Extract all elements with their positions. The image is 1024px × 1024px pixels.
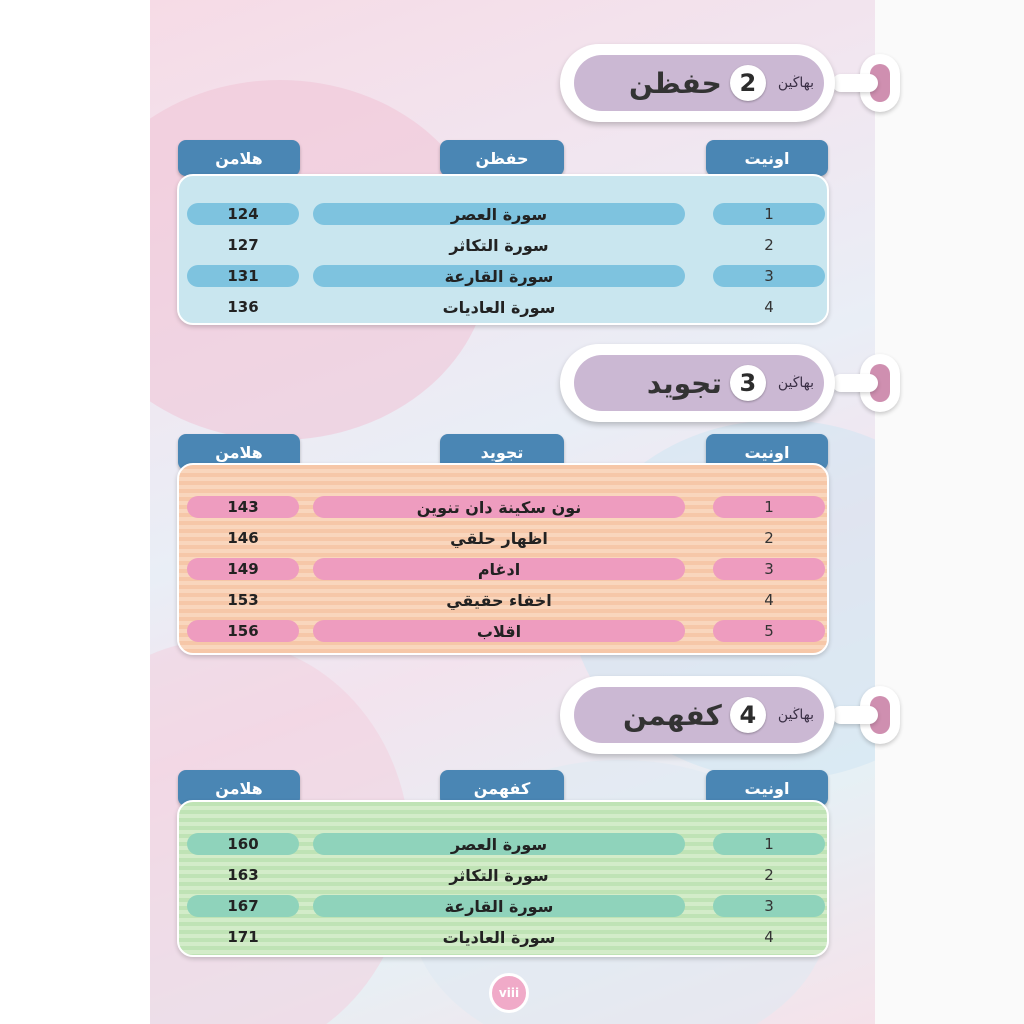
column-header-page: هلامن (178, 770, 300, 806)
topic-cell: سورة العصر (450, 204, 548, 224)
table-row (179, 926, 831, 948)
unit-cell: 1 (764, 498, 774, 516)
topic-cell: سورة القارعة (444, 896, 554, 916)
page-cell: 143 (227, 498, 259, 516)
page-cell: 131 (227, 267, 259, 285)
table-hifzan (177, 174, 829, 325)
page-cell: 136 (227, 298, 259, 316)
section-prefix: بهاڬين (777, 75, 814, 91)
table-row (179, 833, 831, 855)
column-header-topic: كفهمن (440, 770, 564, 806)
topic-cell: ادغام (477, 559, 521, 579)
unit-cell: 2 (764, 236, 774, 254)
page-cell: 156 (227, 622, 259, 640)
page-cell: 160 (227, 835, 259, 853)
table-row (179, 558, 831, 580)
unit-cell: 2 (764, 529, 774, 547)
column-header-topic: تجويد (440, 434, 564, 470)
topic-cell: سورة العاديات (442, 927, 556, 947)
section-header-tajwid (560, 344, 878, 422)
column-header-topic: حفظن (440, 140, 564, 176)
table-row (179, 296, 831, 318)
topic-cell: سورة القارعة (444, 266, 554, 286)
column-header-unit: اونيت (706, 770, 828, 806)
topic-cell: سورة العصر (450, 834, 548, 854)
topic-cell: اقلاب (476, 621, 522, 641)
topic-cell: سورة التكاثر (449, 865, 549, 885)
page-cell: 149 (227, 560, 259, 578)
section-prefix: بهاڬين (777, 707, 814, 723)
page-cell: 124 (227, 205, 259, 223)
table-row (179, 496, 831, 518)
section-pill-inner (574, 687, 824, 743)
section-number: 3 (730, 365, 766, 401)
table-row (179, 203, 831, 225)
table-row (179, 895, 831, 917)
column-header-page: هلامن (178, 140, 300, 176)
unit-cell: 3 (764, 560, 774, 578)
decor-connector (832, 74, 878, 92)
table-row (179, 265, 831, 287)
table-row (179, 234, 831, 256)
column-header-unit: اونيت (706, 434, 828, 470)
table-row (179, 527, 831, 549)
page-number: viii (489, 973, 529, 1013)
section-pill-inner (574, 55, 824, 111)
section-title: حفظن (629, 66, 722, 100)
table-tajwid (177, 463, 829, 655)
section-pill-inner (574, 355, 824, 411)
unit-cell: 3 (764, 267, 774, 285)
decor-connector (832, 374, 878, 392)
section-number: 4 (730, 697, 766, 733)
section-prefix: بهاڬين (777, 375, 814, 391)
unit-cell: 1 (764, 205, 774, 223)
page-cell: 171 (227, 928, 259, 946)
page-cell: 153 (227, 591, 259, 609)
unit-cell: 4 (764, 928, 774, 946)
topic-cell: اظهار حلقي (450, 528, 548, 548)
table-row (179, 589, 831, 611)
page-cell: 146 (227, 529, 259, 547)
section-number: 2 (730, 65, 766, 101)
topic-cell: سورة التكاثر (449, 235, 549, 255)
table-row (179, 864, 831, 886)
page-gutter (875, 0, 1024, 1024)
topic-cell: اخفاء حقيقي (446, 590, 552, 610)
unit-cell: 4 (764, 591, 774, 609)
section-header-hifzan (560, 44, 878, 122)
table-row (179, 620, 831, 642)
unit-cell: 4 (764, 298, 774, 316)
unit-cell: 1 (764, 835, 774, 853)
decor-connector (832, 706, 878, 724)
topic-cell: سورة العاديات (442, 297, 556, 317)
unit-cell: 2 (764, 866, 774, 884)
unit-cell: 5 (764, 622, 774, 640)
column-header-unit: اونيت (706, 140, 828, 176)
unit-cell: 3 (764, 897, 774, 915)
table-kefahaman (177, 800, 829, 957)
page-number-badge (483, 973, 539, 1013)
column-header-page: هلامن (178, 434, 300, 470)
section-header-kefahaman (560, 676, 878, 754)
page-cell: 127 (227, 236, 259, 254)
topic-cell: نون سكينة دان تنوين (416, 497, 582, 517)
section-title: تجويد (646, 366, 722, 400)
section-title: كفهمن (622, 698, 722, 732)
page-cell: 167 (227, 897, 259, 915)
page-cell: 163 (227, 866, 259, 884)
